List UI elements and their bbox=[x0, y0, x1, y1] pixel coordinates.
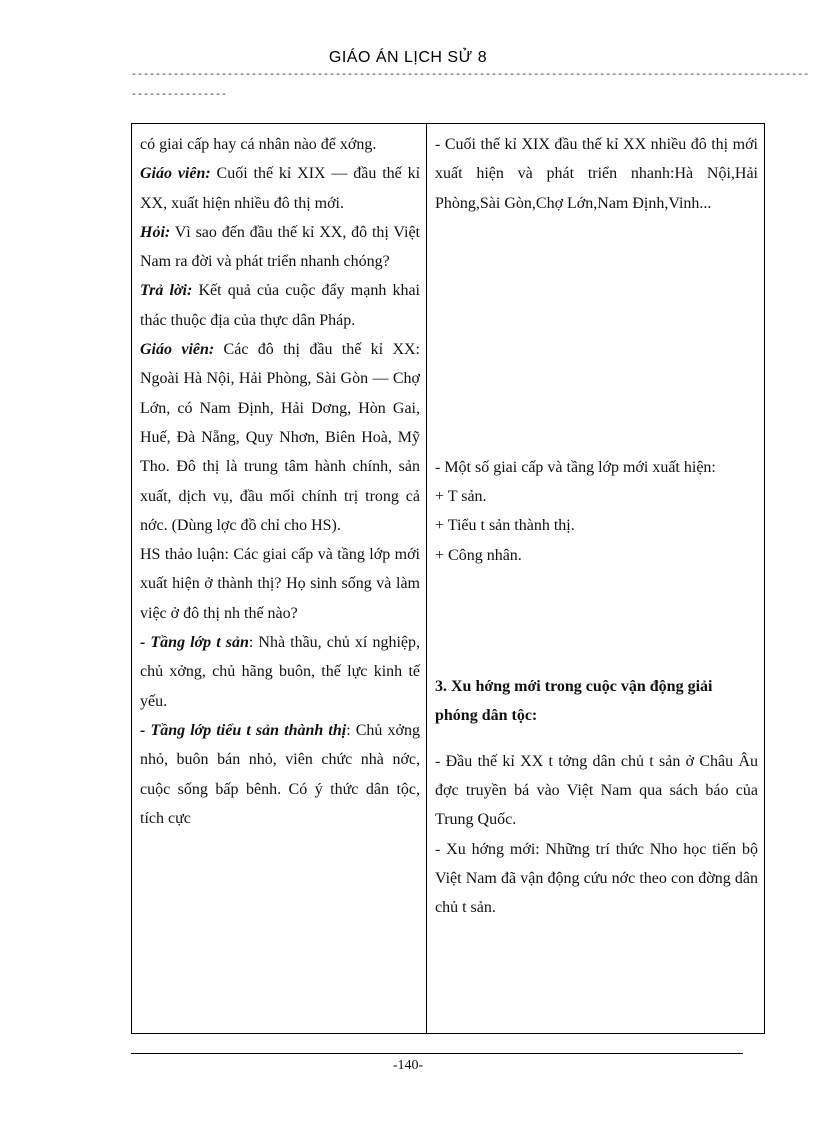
column-spacer bbox=[435, 218, 758, 453]
right-paragraph: - Xu hớng mới: Những trí thức Nho học tiến bộ Việt Nam đã vận động cứu nớc theo con đờng dân chủ t sản. bbox=[435, 840, 758, 917]
left-paragraph: Giáo viên: Cuối thế kỉ XIX — đầu thế kỉ XX, xuất hiện nhiều đô thị mới. bbox=[140, 165, 421, 212]
lesson-table bbox=[131, 123, 765, 1034]
left-paragraph: Giáo viên: Các đô thị đầu thế kỉ XX: Ngoài Hà Nội, Hải Phòng, Sài Gòn — Chợ Lớn, có Nam Định, Hải Dơng, Hòn Gai, Huế, Đà Nẵng, Quy Nhơn, Biên Hoà, Mỹ Tho. Đô thị là trung tâm hành chính, sản xuất, dịch vụ, đầu mối chính trị trong cả nớc. (Dùng lợc đồ chỉ cho HS). bbox=[140, 341, 420, 534]
left-paragraph: Hỏi: Vì sao đến đầu thế kỉ XX, đô thị Việt Nam ra đời và phát triển nhanh chóng? bbox=[140, 223, 420, 271]
activities-column bbox=[132, 124, 427, 1034]
column-spacer bbox=[435, 570, 758, 667]
lesson-table-row bbox=[132, 124, 765, 1034]
header-dash-line: ----------------------------------------------------------------------------------------------------------------- bbox=[131, 70, 810, 81]
left-paragraph: có giai cấp hay cá nhân nào để xớng. bbox=[140, 136, 377, 153]
content-column bbox=[427, 124, 765, 1034]
right-paragraph: + Công nhân. bbox=[435, 546, 522, 564]
left-paragraph: HS thảo luận: Các giai cấp và tầng lớp mới xuất hiện ở thành thị? Họ sinh sống và làm việc ở đô thị nh thế nào? bbox=[140, 546, 420, 622]
right-paragraph: - Cuối thế kỉ XIX đầu thế kỉ XX nhiều đô thị mới xuất hiện và phát triển nhanh:Hà Nội,Hải Phòng,Sài Gòn,Chợ Lớn,Nam Định,Vinh... bbox=[435, 136, 758, 212]
right-paragraph: + Tiểu t sản thành thị. bbox=[435, 517, 575, 535]
section-heading: 3. Xu hớng mới trong cuộc vận động giải phóng dân tộc: bbox=[435, 678, 713, 725]
left-paragraph: - Tầng lớp t sản: Nhà thầu, chủ xí nghiệp, chủ xởng, chủ hãng buôn, thế lực kinh tế yếu. bbox=[140, 634, 420, 710]
right-paragraph: + T sản. bbox=[435, 488, 487, 506]
right-paragraph: - Một số giai cấp và tầng lớp mới xuất hiện: bbox=[435, 458, 716, 476]
right-paragraph: - Đầu thế kỉ XX t tởng dân chủ t sản ở Châu Âu đợc truyền bá vào Việt Nam qua sách báo của Trung Quốc. bbox=[435, 752, 758, 829]
header-dash-line-continuation: ---------------- bbox=[131, 90, 228, 101]
left-paragraph: - Tầng lớp tiểu t sản thành thị: Chủ xởng nhỏ, buôn bán nhỏ, viên chức nhà nớc, cuộc sống bấp bênh. Có ý thức dân tộc, tích cực bbox=[140, 721, 421, 827]
page-number: -140- bbox=[392, 1058, 424, 1073]
footer-rule bbox=[131, 1053, 743, 1054]
left-paragraph: Trả lời: Kết quả của cuộc đẩy mạnh khai thác thuộc địa của thực dân Pháp. bbox=[140, 282, 420, 329]
page-header-title: GIÁO ÁN LỊCH SỬ 8 bbox=[328, 49, 488, 66]
